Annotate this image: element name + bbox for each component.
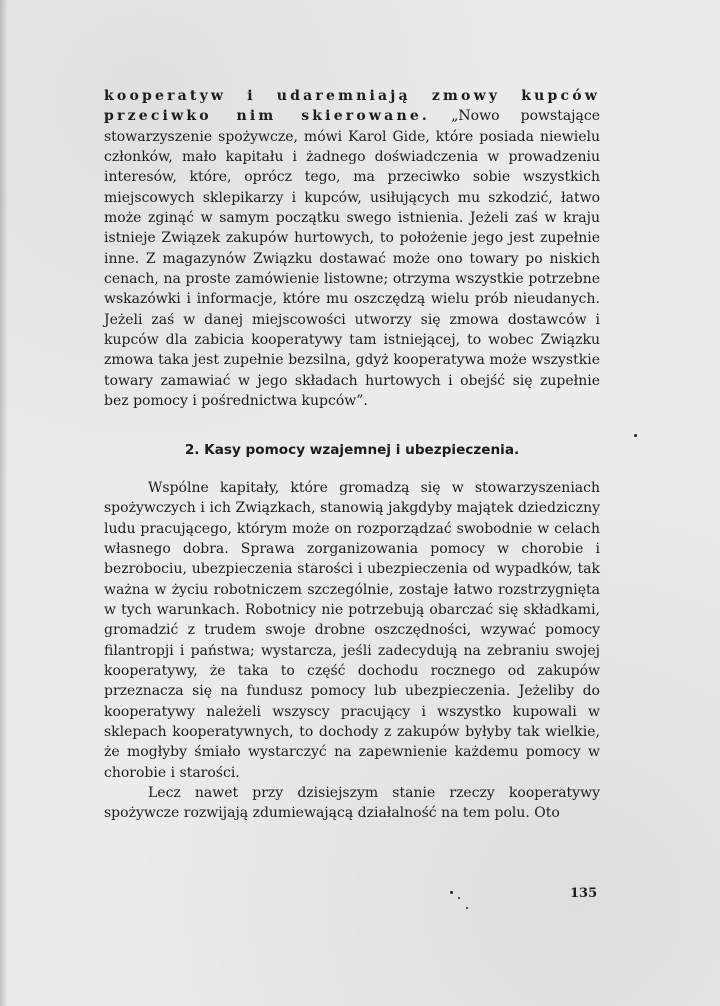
body-text — [104, 86, 600, 824]
print-speck — [458, 897, 460, 899]
page-number: 135 — [570, 886, 598, 901]
print-speck — [450, 891, 453, 894]
paragraph-2: Wspólne kapitały, które gromadzą się w stowarzyszeniach spożywczych i ich Związkach, stanowią jakgdyby majątek dziedziczny ludu pracującego, którym może on rozporządzać swobodnie w celach własnego dobra. Sprawa zorganizowania pomocy w chorobie i bezrobociu, ubezpieczenia starości i ubezpieczenia od wypadków, tak ważna w życiu robotniczem szczególnie, zostaje łatwo rozstrzygnięta w tych warunkach. Robotnicy nie potrzebują obarczać się składkami, gromadzić z trudem swoje drobne oszczędności, wzywać pomocy filantropji i państwa; wystarcza, jeśli zadecydują na zebraniu swojej kooperatywy, że taka to część dochodu rocznego od zakupów przeznacza się na fundusz pomocy lub ubezpieczenia. Jeżeliby do kooperatywy należeli wszyscy pracujący i wszystko kupowali w sklepach kooperatywnych, to dochody z zakupów byłyby tak wielkie, że mogłyby śmiało wystarczyć na zapewnienie każdemu pomocy w chorobie i starości. — [104, 479, 600, 781]
print-speck — [466, 907, 468, 909]
paragraph-3: Lecz nawet przy dzisiejszym stanie rzeczy kooperatywy spożywcze rozwijają zdumiewającą działalność na tem polu. Oto — [104, 785, 600, 822]
paragraph-1-text: „Nowo powstające stowarzyszenie spożywcze, mówi Karol Gide, które posiada niewielu członków, mało kapitału i żadnego doświadczenia w prowadzeniu interesów, które, oprócz tego, ma przeciwko sobie wszystkich miejscowych sklepikarzy i kupców, usiłujących mu szkodzić, łatwo może zginąć w samym początku swego istnienia. Jeżeli zaś w kraju istnieje Związek zakupów hurtowych, to położenie jego jest zupełnie inne. Z magazynów Związku dostawać może ono towary po niskich cenach, na proste zamówienie listowne; otrzyma wszystkie potrzebne wskazówki i informacje, które mu oszczędzą wielu prób nieudanych. Jeżeli zaś w danej miejscowości utworzy się zmowa dostawców i kupców dla zabicia kooperatywy tam istniejącej, to wobec Związku zmowa taka jest zupełnie bezsilna, gdyż kooperatywa może wszystkie towary zamawiać w jego składach hurtowych i obejść się zupełnie bez pomocy i pośrednictwa kupców”. — [104, 108, 600, 410]
spaced-emphasis-text: kooperatyw i udaremniają zmowy kupców przeciwko nim skierowane. — [104, 88, 600, 125]
page-shadow-edge — [0, 0, 8, 1006]
section-heading: 2. Kasy pomocy wzajemnej i ubezpieczenia. — [184, 441, 520, 458]
print-speck — [634, 434, 637, 437]
paragraph-1 — [104, 86, 600, 412]
